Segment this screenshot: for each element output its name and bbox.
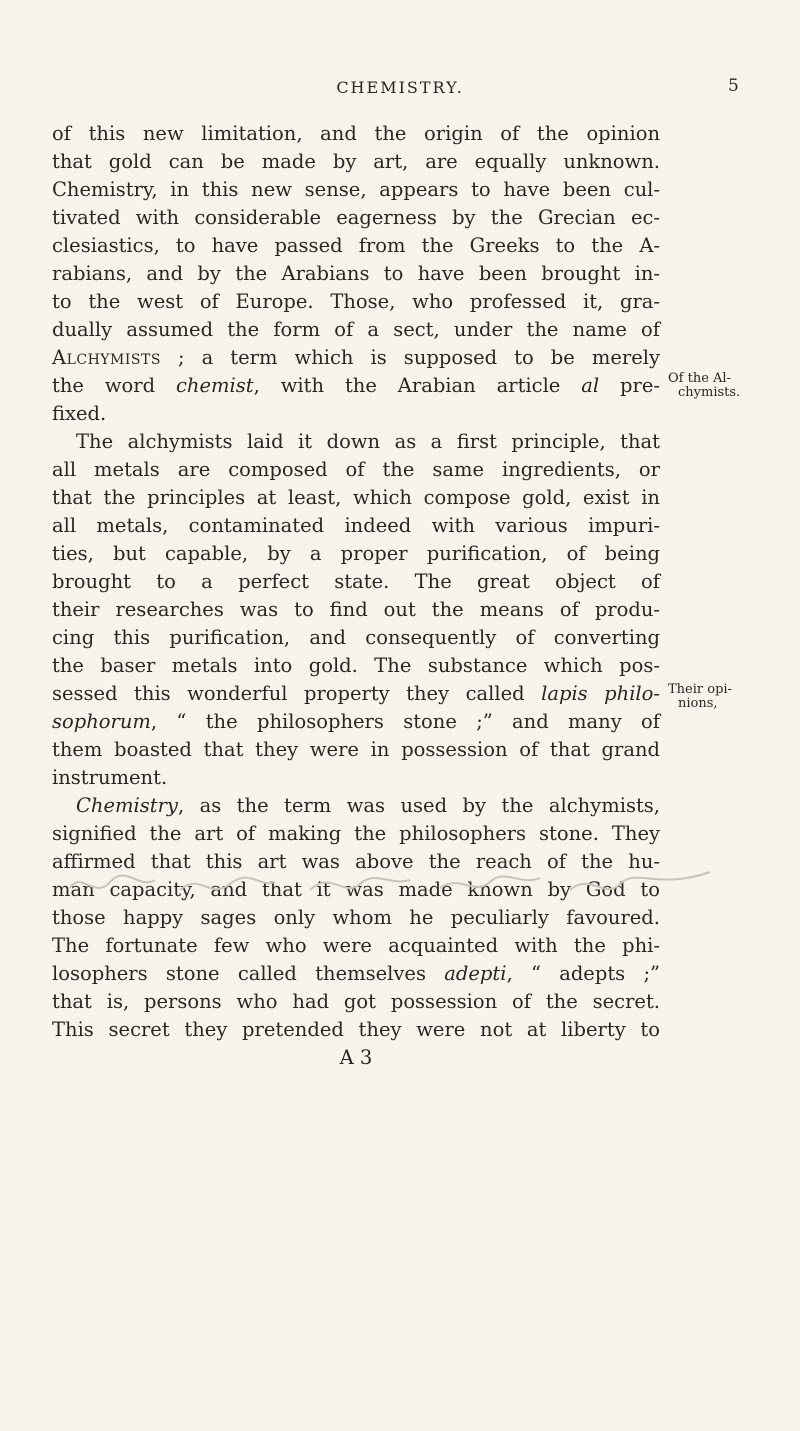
text-line: tivated with considerable eagerness by the Grecian ec- [52,206,660,229]
text-line: all metals are composed of the same ingredients, or [52,458,660,481]
text-line: them boasted that they were in possession of that grand [52,738,660,761]
small-caps-term: Alchymists [52,346,161,369]
text-line: This secret they pretended they were not at liberty to [52,1018,660,1041]
text-line: Chemistry, in this new sense, appears to have been cul- [52,178,660,201]
text-line: clesiastics, to have passed from the Greeks to the A- [52,234,660,257]
text-line: sessed this wonderful property they called lapis philo- [52,682,660,705]
text-line: brought to a perfect state. The great object of [52,570,660,593]
margin-note-opinions: Their opi- nions, [668,682,732,711]
text-line: Alchymists ; a term which is supposed to be merely [52,346,660,369]
text-line: The alchymists laid it down as a first principle, that [76,430,660,453]
text-line: the baser metals into gold. The substance which pos- [52,654,660,677]
signature-mark: A 3 [339,1046,373,1069]
margin-note-alchymists: Of the Al- chymists. [668,371,741,400]
text-line: rabians, and by the Arabians to have been brought in- [52,262,660,285]
handwritten-annotation [60,860,720,910]
text-line: their researches was to find out the means of produ- [52,598,660,621]
text-line: The fortunate few who were acquainted with the phi- [52,934,660,957]
body-text [52,120,660,1072]
italic-term: adepti [444,962,507,985]
text-line: of this new limitation, and the origin of the opinion [52,122,660,145]
text-line: losophers stone called themselves adepti, “ adepts ;” [52,962,660,985]
text-line: fixed. [52,402,107,425]
text-line: that gold can be made by art, are equally unknown. [52,150,660,173]
text-line: that is, persons who had got possession of the secret. [52,990,660,1013]
text-line: dually assumed the form of a sect, under the name of [52,318,660,341]
text-line: the word chemist, with the Arabian article al pre- [52,374,660,397]
text-line: those happy sages only whom he peculiarly favoured. [52,906,660,929]
text-line: ties, but capable, by a proper purification, of being [52,542,660,565]
text-line: affirmed that this art was above the reach of the hu- [52,850,660,873]
page-number: 5 [728,76,739,96]
running-title: CHEMISTRY. [336,78,464,97]
text-line: all metals, contaminated indeed with various impuri- [52,514,660,537]
text-line: to the west of Europe. Those, who professed it, gra- [52,290,660,313]
text-line: man capacity, and that it was made known by God to [52,878,660,901]
text-line: signified the art of making the philosophers stone. They [52,822,660,845]
text-line: that the principles at least, which compose gold, exist in [52,486,660,509]
italic-term: chemist [176,374,254,397]
text-line: instrument. [52,766,168,789]
text-line: cing this purification, and consequently of converting [52,626,660,649]
text-line: sophorum, “ the philosophers stone ;” and many of [52,710,660,733]
text-line: Chemistry, as the term was used by the alchymists, [76,794,660,817]
italic-term: sophorum [52,710,151,733]
italic-term: al [581,374,600,397]
italic-term: lapis philo- [541,682,660,705]
italic-term: Chemistry [76,794,178,817]
